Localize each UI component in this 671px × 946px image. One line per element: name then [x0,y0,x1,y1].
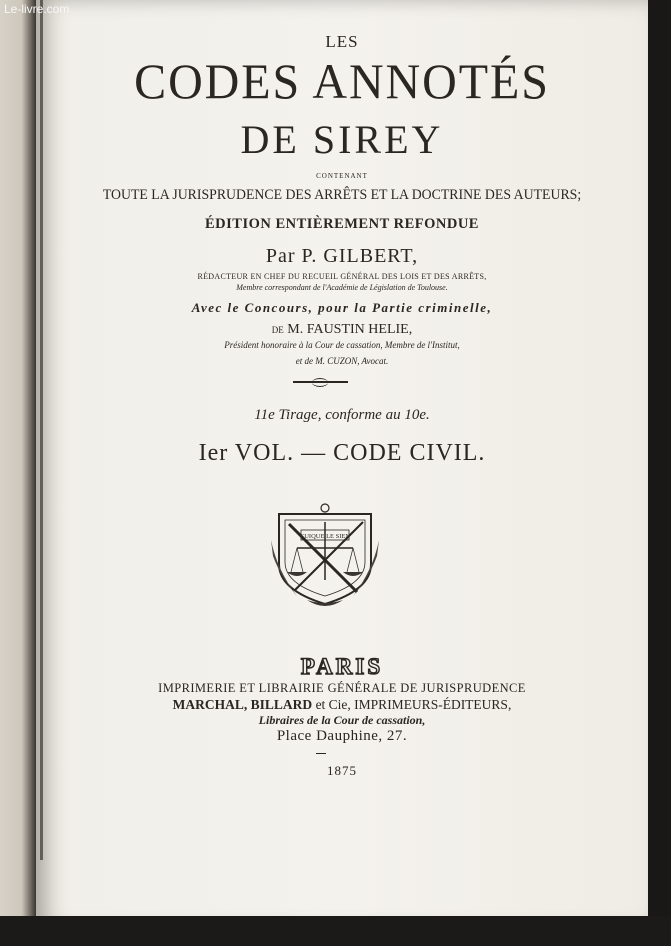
year-rule [316,753,326,754]
contributor-name: M. FAUSTIN HELIE, [287,322,413,337]
publisher-address: Place Dauphine, 27. [276,728,408,744]
contributors-line: Avec le Concours, pour la Partie criminelle, [191,300,493,315]
edition-line: ÉDITION ENTIÈREMENT REFONDUE [205,216,479,232]
author-line [36,245,648,268]
contributor-name-line [36,322,648,338]
contenant-label: CONTENANT [316,172,368,180]
bottom-shadow [0,916,671,946]
volume-title: Ier VOL. — CODE CIVIL. [198,440,486,466]
page-title: CODES ANNOTÉS [134,53,550,109]
right-shadow [648,0,671,946]
scales-of-justice-emblem [267,500,383,612]
book-spine [0,0,36,946]
tirage-line: 11e Tirage, conforme au 10e. [254,407,430,423]
imprimerie-line: IMPRIMERIE ET LIBRAIRIE GÉNÉRALE DE JURISPRUDENCE [158,681,526,695]
watermark: Le-livre.com [4,2,70,16]
ornament-center [312,378,328,387]
header-les: LES [325,32,359,51]
author-membership: Membre correspondant de l'Académie de Législation de Toulouse. [236,283,448,292]
author-role: RÉDACTEUR EN CHEF DU RECUEIL GÉNÉRAL DES LOIS ET DES ARRÊTS, [197,272,487,281]
publisher-name: MARCHAL, BILLARD [172,697,313,712]
emblem-banner: CUIQUE LE SIEN [299,533,351,540]
publisher-role: et Cie, IMPRIMEURS-ÉDITEURS, [312,697,512,712]
libraires-line: Libraires de la Cour de cassation, [258,713,426,727]
jurisprudence-line: TOUTE LA JURISPRUDENCE DES ARRÊTS ET LA DOCTRINE DES AUTEURS; [102,187,582,203]
author-name: P. GILBERT, [301,245,419,267]
contributor-title: Président honoraire à la Cour de cassation, Membre de l'Institut, [224,340,460,350]
page-subtitle: DE SIREY [240,117,444,162]
par-label: Par [265,245,296,267]
de-label: DE [271,325,284,335]
co-contributor: et de M. CUZON, Avocat. [295,356,389,366]
publisher-city: PARIS [300,654,384,679]
publication-year: 1875 [327,763,357,778]
publisher-line [36,697,648,713]
